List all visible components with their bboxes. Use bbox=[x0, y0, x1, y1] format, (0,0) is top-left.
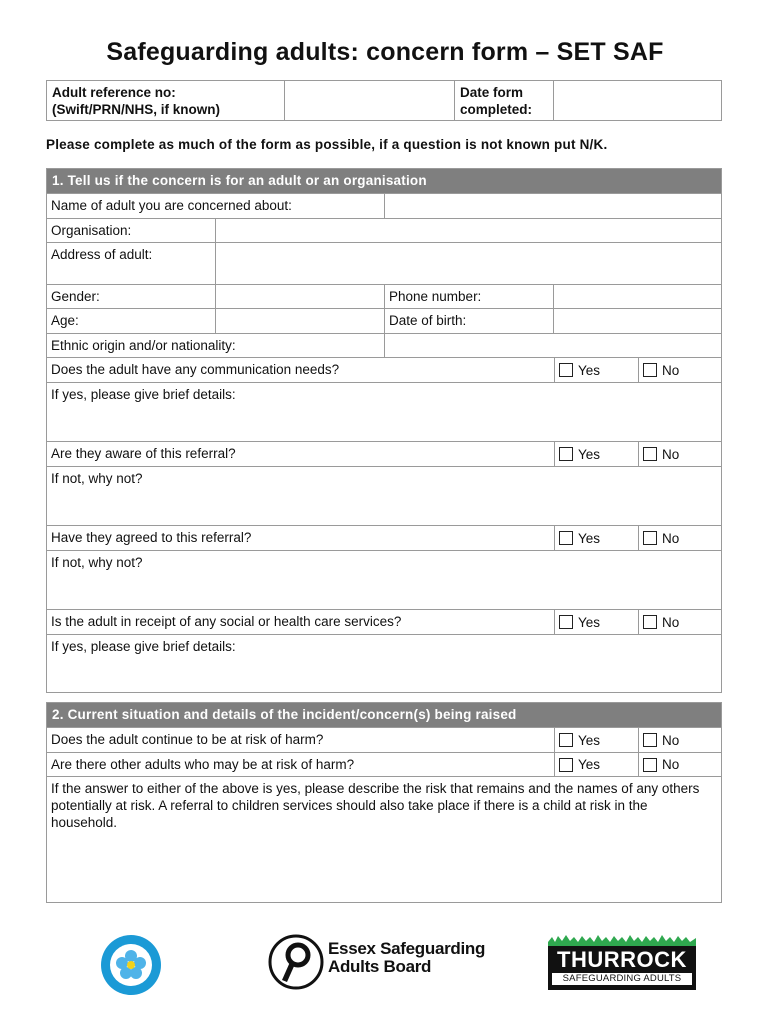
southend-badge-logo bbox=[100, 934, 162, 996]
aware-details-label: If not, why not? bbox=[51, 471, 143, 486]
no-label: No bbox=[662, 362, 680, 378]
other-adults-question: Are there other adults who may be at risk of harm? bbox=[47, 753, 555, 776]
gender-field[interactable] bbox=[216, 285, 385, 308]
organisation-label: Organisation: bbox=[47, 219, 216, 242]
agreed-yes-checkbox[interactable] bbox=[559, 531, 573, 545]
address-label: Address of adult: bbox=[47, 243, 216, 284]
section-2 bbox=[46, 702, 722, 903]
essex-logo-line2: Adults Board bbox=[328, 957, 432, 976]
date-completed-label: Date form completed: bbox=[455, 81, 554, 120]
agreed-question: Have they agreed to this referral? bbox=[47, 526, 555, 550]
risk-yes-checkbox[interactable] bbox=[559, 733, 573, 747]
gender-label: Gender: bbox=[47, 285, 216, 308]
risk-no-checkbox[interactable] bbox=[643, 733, 657, 747]
yes-label: Yes bbox=[578, 446, 601, 462]
section-1-header: 1. Tell us if the concern is for an adult or an organisation bbox=[47, 169, 721, 193]
communication-details-field[interactable] bbox=[47, 383, 721, 441]
aware-details-field[interactable] bbox=[47, 467, 721, 525]
communication-yes-checkbox[interactable] bbox=[559, 363, 573, 377]
age-field[interactable] bbox=[216, 309, 385, 333]
ethnic-origin-field[interactable] bbox=[385, 334, 721, 357]
risk-question: Does the adult continue to be at risk of harm? bbox=[47, 728, 555, 752]
instructions: Please complete as much of the form as possible, if a question is not known put N/K. bbox=[46, 137, 608, 152]
dob-field[interactable] bbox=[554, 309, 721, 333]
yes-label: Yes bbox=[578, 614, 601, 630]
agreed-details-label: If not, why not? bbox=[51, 555, 143, 570]
name-label: Name of adult you are concerned about: bbox=[47, 194, 385, 218]
date-completed-field[interactable] bbox=[554, 81, 721, 120]
phone-field[interactable] bbox=[554, 285, 721, 308]
other-adults-no-checkbox[interactable] bbox=[643, 758, 657, 772]
services-no-checkbox[interactable] bbox=[643, 615, 657, 629]
risk-details-label: If the answer to either of the above is yes, please describe the risk that remains and the names of any others potentially at risk. A referral to children services should also take place if there is a child at risk in the household. bbox=[51, 781, 700, 830]
yes-label: Yes bbox=[578, 362, 601, 378]
communication-needs-question: Does the adult have any communication needs? bbox=[47, 358, 555, 382]
no-label: No bbox=[662, 757, 680, 772]
address-field[interactable] bbox=[216, 243, 721, 284]
aware-question: Are they aware of this referral? bbox=[47, 442, 555, 466]
communication-no-checkbox[interactable] bbox=[643, 363, 657, 377]
services-question: Is the adult in receipt of any social or health care services? bbox=[47, 610, 555, 634]
services-yes-checkbox[interactable] bbox=[559, 615, 573, 629]
thurrock-name: THURROCK bbox=[557, 947, 687, 972]
thurrock-logo bbox=[548, 934, 696, 990]
section-2-header: 2. Current situation and details of the incident/concern(s) being raised bbox=[47, 703, 721, 727]
essex-magnifier-logo bbox=[268, 934, 324, 990]
agreed-details-field[interactable] bbox=[47, 551, 721, 609]
agreed-no-checkbox[interactable] bbox=[643, 531, 657, 545]
yes-label: Yes bbox=[578, 530, 601, 546]
section-1 bbox=[46, 168, 722, 693]
other-adults-yes-checkbox[interactable] bbox=[559, 758, 573, 772]
aware-yes-checkbox[interactable] bbox=[559, 447, 573, 461]
ethnic-origin-label: Ethnic origin and/or nationality: bbox=[47, 334, 385, 357]
yes-label: Yes bbox=[578, 732, 601, 748]
communication-details-label: If yes, please give brief details: bbox=[51, 387, 236, 402]
name-field[interactable] bbox=[385, 194, 721, 218]
dob-label: Date of birth: bbox=[385, 309, 554, 333]
no-label: No bbox=[662, 446, 680, 462]
services-details-field[interactable] bbox=[47, 635, 721, 693]
no-label: No bbox=[662, 530, 680, 546]
thurrock-subtitle: SAFEGUARDING ADULTS bbox=[552, 973, 692, 985]
no-label: No bbox=[662, 732, 680, 748]
phone-label: Phone number: bbox=[385, 285, 554, 308]
footer-logos bbox=[0, 928, 770, 998]
essex-logo-line1: Essex Safeguarding bbox=[328, 939, 486, 958]
no-label: No bbox=[662, 614, 680, 630]
form-title: Safeguarding adults: concern form – SET SAF bbox=[106, 38, 664, 66]
organisation-field[interactable] bbox=[216, 219, 721, 242]
adult-reference-label: Adult reference no: (Swift/PRN/NHS, if known) bbox=[47, 81, 285, 120]
services-details-label: If yes, please give brief details: bbox=[51, 639, 236, 654]
risk-details-field[interactable] bbox=[47, 777, 721, 902]
adult-reference-field[interactable] bbox=[285, 81, 455, 120]
yes-label: Yes bbox=[578, 757, 601, 772]
age-label: Age: bbox=[47, 309, 216, 333]
reference-table bbox=[46, 80, 722, 121]
aware-no-checkbox[interactable] bbox=[643, 447, 657, 461]
